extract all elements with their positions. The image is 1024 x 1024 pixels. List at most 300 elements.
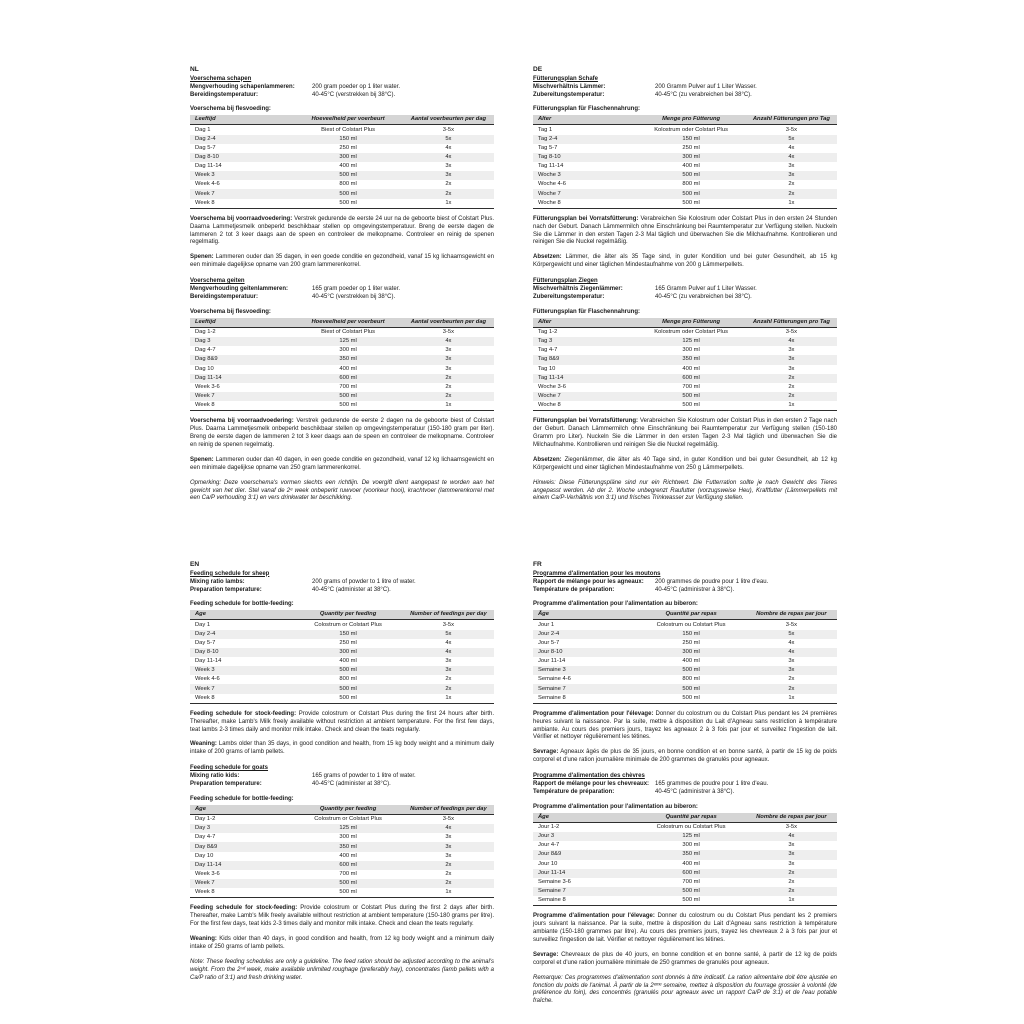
table-cell: Dag 2-4 [195, 135, 216, 142]
paragraph-text: Lammeren ouder dan 40 dagen, in een goede conditie en gezondheid, vanaf 12 kg lichaamsgewicht en een minimale dagelijkse opname van 250 gram lammerenkorrel. [190, 456, 494, 471]
table-cell: 5x [788, 630, 795, 637]
field-label: Rapport de mélange pour les agneaux: [533, 578, 644, 585]
field-row [190, 579, 494, 587]
feeding-table [533, 318, 837, 411]
table-head [190, 610, 494, 620]
table-cell: 500 ml [682, 402, 700, 409]
table-header-cell: Âge [533, 610, 636, 620]
table-cell: 3x [445, 356, 452, 363]
table-cell: 3x [445, 658, 452, 665]
table-cell: 500 ml [339, 393, 357, 400]
schedule-section [533, 278, 837, 472]
table-row [533, 135, 837, 144]
table-intro: Programme d'alimentation pour l'alimentation au biberon: [533, 601, 698, 608]
table-body [190, 327, 494, 410]
table-cell: 350 ml [339, 356, 357, 363]
table-row [190, 842, 494, 851]
table-cell: 400 ml [339, 852, 357, 859]
language-block-nl [190, 66, 494, 503]
table-cell: 4x [788, 338, 795, 345]
table-cell: Day 1 [195, 621, 211, 628]
table-cell: Biest of Colstart Plus [321, 329, 375, 336]
table-row [533, 684, 837, 693]
language-code: FR [533, 561, 542, 568]
paragraph-text: Ziegenlämmer, die älter als 40 Tage sind, in guter Kondition und bei guter Gesundheit, ab 12 kg Körpergewicht und einer täglichen Mindestaufnahme von 250 g Lämmerpellets. [533, 456, 837, 471]
field-label: Zubereitungstemperatur: [533, 91, 605, 98]
table-cell: Jour 5-7 [538, 639, 560, 646]
table-row [190, 189, 494, 198]
table-cell: 3x [445, 843, 452, 850]
paragraph-label: Absetzen: [533, 254, 562, 261]
table-cell: Dag 8&9 [195, 356, 218, 363]
table-cell: Kolostrum oder Colstart Plus [654, 126, 728, 133]
table-cell: 2x [788, 181, 795, 188]
table-cell: 600 ml [339, 374, 357, 381]
table-cell: Colostrum ou Colstart Plus [656, 824, 726, 831]
field-label: Zubereitungstemperatur: [533, 293, 605, 300]
table-cell: 3x [445, 852, 452, 859]
field-label: Mixing ratio kids: [190, 773, 240, 780]
table-head [533, 813, 837, 823]
table-cell: Day 4-7 [195, 834, 216, 841]
table-row [190, 135, 494, 144]
table-header-cell: Age [190, 610, 293, 620]
table-cell: 300 ml [339, 347, 357, 354]
table-body [190, 620, 494, 703]
table-cell: Tag 8-10 [538, 153, 561, 160]
field-row [533, 294, 837, 302]
field-label: Rapport de mélange pour les chevreaux: [533, 781, 650, 788]
language-block-en [190, 561, 494, 983]
table-cell: 300 ml [339, 834, 357, 841]
schedule-section [190, 571, 494, 758]
table-row [190, 355, 494, 364]
table-cell: 700 ml [339, 870, 357, 877]
paragraph-text: Donner du colostrum ou du Colstart Plus pendant les 2 premiers jours suivant la naissance. Par la suite, mettre à disposition du Lait d'Agneau sans restriction à température ambiante (150-180 grammes par litre). Au cours des premiers jours, trayez les chevreaux 2 à 3 fois par jour et surveillez l'ingestion de lait. Vérifier et nettoyer régulièrement les tétines. [533, 913, 838, 943]
field-value: 40-45°C (administrer à 38°C). [655, 788, 735, 795]
table-row [533, 383, 837, 392]
table-cell: 2x [445, 374, 452, 381]
table-row [190, 401, 494, 411]
table-cell: Colostrum or Colstart Plus [314, 621, 382, 628]
table-body [190, 815, 494, 898]
table-cell: 500 ml [682, 685, 700, 692]
table-header-cell: Alter [533, 115, 636, 125]
table-cell: 500 ml [339, 199, 357, 206]
table-header-cell: Hoeveelheid per voerbeurt [293, 115, 402, 125]
table-cell: 800 ml [682, 676, 700, 683]
table-cell: 3x [788, 842, 795, 849]
table-intro: Voerschema bij flesvoeding: [190, 106, 271, 113]
table-cell: 4x [788, 153, 795, 160]
body-paragraph [190, 216, 494, 248]
table-row [190, 125, 494, 135]
table-cell: 2x [788, 190, 795, 197]
table-cell: 250 ml [682, 639, 700, 646]
table-cell: 3-5x [785, 126, 798, 133]
section-title: Feeding schedule for goats [190, 765, 269, 772]
schedule-section [190, 765, 494, 952]
table-row [190, 162, 494, 171]
field-value: 40-45°C (verstrekken bij 38°C). [312, 91, 396, 98]
table-cell: 300 ml [339, 648, 357, 655]
field-row [190, 286, 494, 294]
table-cell: Semaine 8 [538, 694, 566, 701]
table-cell: 4x [445, 144, 452, 151]
table-cell: 400 ml [682, 860, 700, 867]
table-cell: 3x [788, 667, 795, 674]
section-title: Fütterungsplan Schafe [533, 75, 599, 82]
table-cell: 600 ml [682, 374, 700, 381]
field-row [533, 781, 837, 789]
table-cell: Dag 11-14 [195, 163, 222, 170]
paragraph-label: Spenen: [190, 254, 214, 261]
field-value: 200 grams of powder to 1 litre of water. [312, 578, 416, 585]
table-cell: 2x [788, 878, 795, 885]
table-row [533, 153, 837, 162]
table-cell: Jour 3 [538, 833, 555, 840]
table-row [533, 630, 837, 639]
table-cell: Semaine 3-6 [538, 878, 571, 885]
table-cell: Dag 5-7 [195, 144, 216, 151]
table-cell: 2x [788, 383, 795, 390]
table-cell: 3-5x [442, 329, 455, 336]
section-title: Voerschema geiten [190, 278, 245, 285]
table-row [190, 648, 494, 657]
paragraph-label: Fütterungsplan bei Vorratsfütterung: [533, 418, 639, 425]
table-cell: 2x [445, 861, 452, 868]
feeding-table [190, 805, 494, 898]
table-cell: Woche 3-6 [538, 383, 566, 390]
table-cell: 400 ml [682, 658, 700, 665]
paragraph-label: Spenen: [190, 456, 214, 463]
table-cell: Week 3-6 [195, 870, 220, 877]
table-cell: Day 11-14 [195, 861, 222, 868]
paragraph-text: Lämmer, die älter als 35 Tage sind, in guter Kondition und bei guter Gesundheit, ab 15 kg Körpergewicht und einer täglichen Mindestaufnahme von 200 g Lämmerpellets. [533, 254, 837, 269]
paragraph-text: Verabreichen Sie Kolostrum oder Colstart Plus in den ersten 24 Stunden nach der Geburt. Danach Lämmermilch ohne Einschränkung bei Raumtemperatur zur Verfügung stellen. Nuckeln Sie die Lämmer in den ersten Tagen 2-3 Mal täglich und überwachen Sie die Milchaufnahme. Kontrollieren und reinigen Sie die Nuckel regelmäßig. [533, 215, 837, 246]
table-cell: Dag 1-2 [195, 329, 216, 336]
table-row [533, 374, 837, 383]
feeding-table [190, 610, 494, 703]
table-cell: Tag 1 [538, 126, 553, 133]
table-cell: 2x [445, 190, 452, 197]
paragraph-label: Weaning: [190, 936, 217, 943]
table-intro: Programme d'alimentation pour l'alimentation au biberon: [533, 803, 698, 810]
field-label: Preparation temperature: [190, 586, 262, 593]
table-header-cell: Nombre de repas par jour [746, 610, 837, 620]
field-row [190, 773, 494, 781]
field-value: 165 gram poeder op 1 liter water. [312, 286, 401, 293]
table-cell: 500 ml [682, 694, 700, 701]
table-cell: Week 3 [195, 667, 215, 674]
table-head [533, 610, 837, 620]
language-block-de [533, 66, 837, 503]
note-paragraph: Remarque: Ces programmes d'alimentation sont donnés à titre indicatif. La ration alimentaire doit être ajustée en fonction du poids de l'animal. À partir de la 2ᵉᵐᵉ semaine, mettez à disposition du fourrage grossier à volonté (de préférence du foin), des concentrés (granulés pour agneaux avec un rapport Ca/P de 3:1) et de l'eau potable fraîche. [533, 974, 837, 1005]
table-cell: 3x [445, 163, 452, 170]
table-row [533, 144, 837, 153]
paragraph-text: Chevreaux de plus de 40 jours, en bonne condition et en bonne santé, à partir de 12 kg de poids corporel et d'une ration journalière minimale de 250 grammes de granulés pour agneaux. [533, 951, 838, 966]
table-row [190, 144, 494, 153]
table-header-row [190, 115, 494, 125]
table-row [190, 171, 494, 180]
paragraph-text: Agneaux âgés de plus de 35 jours, en bonne condition et en bonne santé, à partir de 15 kg de poids corporel et d'une ration journalière minimale de 200 grammes de granulés pour agneaux. [533, 749, 838, 764]
table-cell: Jour 8-10 [538, 648, 563, 655]
table-cell: Woche 3 [538, 172, 561, 179]
schedule-section [190, 278, 494, 472]
table-header-cell: Quantity per feeding [293, 610, 402, 620]
table-cell: 125 ml [339, 338, 357, 345]
table-cell: 3x [445, 667, 452, 674]
table-row [533, 346, 837, 355]
table-cell: 3x [788, 365, 795, 372]
table-cell: 3x [445, 347, 452, 354]
body-paragraph [533, 913, 837, 945]
field-value: 165 grams of powder to 1 litre of water. [312, 773, 416, 780]
field-value: 40-45°C (administrer à 38°C). [655, 586, 735, 593]
table-cell: 400 ml [682, 365, 700, 372]
table-cell: Day 11-14 [195, 658, 222, 665]
table-cell: Tag 10 [538, 365, 556, 372]
table-header-cell: Anzahl Fütterungen pro Tag [746, 115, 837, 125]
table-cell: 1x [788, 694, 795, 701]
table-cell: 600 ml [682, 869, 700, 876]
body-paragraph [190, 936, 494, 952]
table-cell: 2x [788, 676, 795, 683]
paragraph-text: Kids older than 40 days, in good condition and health, from 12 kg body weight and a minimum daily intake of 250 grams of lamb pellets. [190, 936, 494, 950]
table-cell: Week 8 [195, 694, 215, 701]
table-row [533, 878, 837, 887]
field-value: 165 grammes de poudre pour 1 litre d'eau. [655, 781, 769, 788]
field-label: Mengverhouding geitenlammeren: [190, 286, 289, 293]
table-cell: 500 ml [682, 199, 700, 206]
language-code: EN [190, 561, 200, 568]
table-cell: Dag 8-10 [195, 153, 219, 160]
language-code: DE [533, 66, 543, 73]
table-cell: 3-5x [442, 816, 455, 823]
table-cell: Day 2-4 [195, 630, 216, 637]
table-cell: Dag 11-14 [195, 374, 222, 381]
paragraph-text: Provide colostrum or Colstart Plus during the first 24 hours after birth. Thereafter, make Lamb's Milk freely available without restriction at ambient temperature. For the first few days, teat lambs 2-3 times daily and monitor milk intake. Check and clean the teats regularly. [190, 710, 494, 733]
table-cell: Day 8-10 [195, 648, 219, 655]
table-cell: 2x [788, 393, 795, 400]
table-cell: 500 ml [339, 402, 357, 409]
field-row [190, 781, 494, 789]
table-cell: 4x [445, 639, 452, 646]
table-cell: Biest of Colstart Plus [321, 126, 375, 133]
table-cell: 1x [788, 199, 795, 206]
table-cell: 2x [788, 685, 795, 692]
table-cell: 150 ml [339, 135, 357, 142]
table-cell: Woche 8 [538, 199, 561, 206]
table-cell: Semaine 3 [538, 667, 566, 674]
table-cell: Kolostrum oder Colstart Plus [654, 329, 728, 336]
table-cell: 5x [788, 135, 795, 142]
paragraph-label: Feeding schedule for stock-feeding: [190, 710, 297, 717]
table-cell: 350 ml [339, 843, 357, 850]
table-cell: 125 ml [682, 338, 700, 345]
paragraph-text: Provide colostrum or Colstart Plus during the first 2 days after birth. Thereafter, make Lamb's Milk freely available without restriction at ambient temperature (150-180 grams per litre). For the first few days, teat kids 2-3 times daily and monitor milk intake. Check and clean the teats regularly. [190, 905, 495, 928]
table-cell: 500 ml [339, 889, 357, 896]
table-cell: Week 8 [195, 199, 215, 206]
paragraph-text: Verstrek gedurende de eerste 2 dagen na de geboorte biest of Colstart Plus. Daarna Lammetjesmelk onbeperkt beschikbaar stellen op omgevingstemperatuur (150-180 gram per liter). Breng de eerste dagen de lammeren 2 tot 3 keer daags aan de speen en controleer de melkopname. Controleer en reinig de spenen regelmatig. [190, 418, 495, 448]
table-cell: Jour 4-7 [538, 842, 560, 849]
table-header-cell: Menge pro Fütterung [636, 115, 745, 125]
table-row [533, 657, 837, 666]
feeding-table [533, 115, 837, 208]
table-intro: Fütterungsplan für Flaschennahrung: [533, 106, 641, 113]
table-row [190, 870, 494, 879]
table-cell: Woche 7 [538, 190, 561, 197]
field-value: 40-45°C (zu verabreichen bei 38°C). [655, 91, 752, 98]
table-cell: Day 1-2 [195, 816, 216, 823]
table-row [533, 327, 837, 337]
table-cell: Tag 11-14 [538, 374, 564, 381]
note-paragraph: Hinweis: Diese Fütterungspläne sind nur ein Richtwert. Die Futterration sollte je nach Gewicht des Tieres angepasst werden. Ab der 2. Woche unbegrenzt Raufutter (vorzugsweise Heu), Kraftfutter (Lämmerpellets mit einem Ca/P-Verhältnis von 3:1) und frisches Trinkwasser zur Verfügung stellen. [533, 479, 837, 502]
table-cell: Week 7 [195, 880, 215, 887]
table-row [533, 162, 837, 171]
table-row [533, 841, 837, 850]
table-header-cell: Anzahl Fütterungen pro Tag [746, 318, 837, 328]
section-title: Programme d'alimentation des chèvres [533, 773, 645, 780]
table-cell: Week 7 [195, 685, 215, 692]
table-cell: 300 ml [682, 648, 700, 655]
table-cell: 400 ml [339, 658, 357, 665]
table-cell: Tag 8&9 [538, 356, 560, 363]
table-header-cell: Nombre de repas par jour [746, 813, 837, 823]
table-cell: 800 ml [682, 181, 700, 188]
table-row [190, 666, 494, 675]
table-cell: 400 ml [339, 365, 357, 372]
table-cell: Day 3 [195, 825, 211, 832]
table-row [533, 860, 837, 869]
table-body [533, 327, 837, 410]
table-cell: 500 ml [682, 897, 700, 904]
table-cell: Jour 2-4 [538, 630, 560, 637]
table-cell: 500 ml [682, 172, 700, 179]
table-cell: 4x [445, 338, 452, 345]
table-row [533, 392, 837, 401]
table-header-row [190, 805, 494, 815]
table-row [190, 639, 494, 648]
paragraph-label: Absetzen: [533, 456, 562, 463]
table-row [190, 879, 494, 888]
field-row [533, 579, 837, 587]
field-row [190, 294, 494, 302]
table-cell: 3-5x [785, 329, 798, 336]
table-row [533, 199, 837, 209]
body-paragraph [533, 711, 837, 743]
table-row [190, 684, 494, 693]
table-cell: 500 ml [339, 685, 357, 692]
field-value: 40-45°C (verstrekken bij 38°C). [312, 293, 396, 300]
language-block-fr [533, 561, 837, 1006]
table-row [533, 887, 837, 896]
table-body [533, 822, 837, 905]
field-label: Bereidingstemperatuur: [190, 293, 259, 300]
table-cell: Dag 10 [195, 365, 214, 372]
table-body [190, 125, 494, 208]
table-row [190, 374, 494, 383]
table-cell: 1x [445, 402, 452, 409]
table-cell: Tag 4-7 [538, 347, 558, 354]
table-cell: 2x [445, 383, 452, 390]
table-cell: 600 ml [339, 861, 357, 868]
table-row [533, 850, 837, 859]
table-cell: 800 ml [339, 676, 357, 683]
paragraph-text: Verstrek gedurende de eerste 24 uur na de geboorte biest of Colstart Plus. Daarna Lammetjesmelk onbeperkt beschikbaar stellen op omgevingstemperatuur. Breng de eerste dagen de lammeren 2 tot 3 keer daags aan de speen en controleer de melkopname. Controleer en reinig de spenen regelmatig. [190, 215, 495, 246]
table-cell: 150 ml [339, 630, 357, 637]
paragraph-text: Lambs older than 35 days, in good condition and health, from 15 kg body weight and a minimum daily intake of 200 grams of lamb pellets. [190, 741, 494, 756]
table-row [190, 337, 494, 346]
table-header-cell: Quantité par repas [636, 813, 745, 823]
table-header-cell: Alter [533, 318, 636, 328]
table-head [533, 318, 837, 328]
table-row [533, 666, 837, 675]
table-cell: Day 5-7 [195, 639, 216, 646]
table-cell: 400 ml [682, 163, 700, 170]
field-row [533, 789, 837, 797]
table-cell: 2x [445, 181, 452, 188]
field-value: 200 grammes de poudre pour 1 litre d'eau. [655, 578, 769, 585]
table-header-row [533, 813, 837, 823]
table-row [533, 822, 837, 832]
body-paragraph [533, 254, 837, 270]
table-row [533, 620, 837, 630]
table-intro: Fütterungsplan für Flaschennahrung: [533, 308, 641, 315]
table-cell: Tag 2-4 [538, 135, 558, 142]
table-cell: Dag 1 [195, 126, 211, 133]
table-row [190, 675, 494, 684]
table-cell: Week 4-6 [195, 181, 220, 188]
table-head [190, 318, 494, 328]
table-row [533, 171, 837, 180]
table-row [533, 639, 837, 648]
table-row [533, 337, 837, 346]
body-paragraph [190, 418, 494, 450]
table-cell: 3x [788, 172, 795, 179]
table-cell: 3x [788, 347, 795, 354]
table-header-cell: Aantal voerbeurten per dag [403, 115, 494, 125]
table-header-cell: Âge [533, 813, 636, 823]
section-title: Voerschema schapen [190, 75, 252, 82]
table-row [190, 365, 494, 374]
table-cell: 700 ml [339, 383, 357, 390]
table-cell: 1x [445, 889, 452, 896]
table-row [533, 869, 837, 878]
table-row [190, 180, 494, 189]
table-head [190, 115, 494, 125]
table-cell: 5x [445, 135, 452, 142]
table-cell: 350 ml [682, 851, 700, 858]
table-header-cell: Leeftijd [190, 318, 293, 328]
table-row [533, 125, 837, 135]
table-cell: 500 ml [339, 880, 357, 887]
table-row [190, 383, 494, 392]
table-cell: Week 8 [195, 889, 215, 896]
table-cell: Day 8&9 [195, 843, 218, 850]
table-cell: Semaine 7 [538, 888, 566, 895]
field-value: 40-45°C (administer at 38°C). [312, 586, 391, 593]
table-cell: Jour 8&9 [538, 851, 562, 858]
table-cell: 3x [788, 658, 795, 665]
table-cell: 125 ml [339, 825, 357, 832]
table-cell: 3x [445, 834, 452, 841]
table-cell: 400 ml [339, 163, 357, 170]
table-cell: 4x [788, 648, 795, 655]
field-row [533, 84, 837, 92]
table-row [190, 620, 494, 630]
table-header-cell: Menge pro Fütterung [636, 318, 745, 328]
